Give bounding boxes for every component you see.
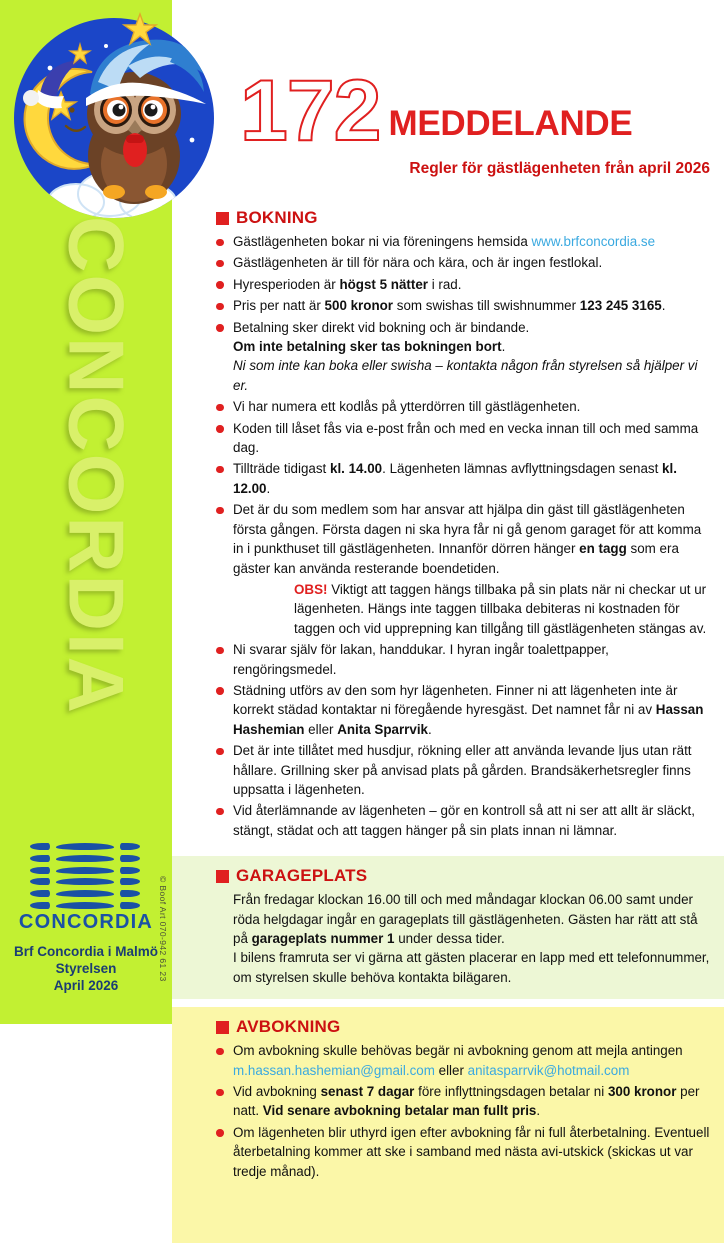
sleeping-owl-illustration (6, 6, 228, 228)
email-link-anita[interactable]: anitasparrvik@hotmail.com (467, 1062, 630, 1078)
bullet-text: Städning utförs av den som hyr lägenheten. Finner ni att lägenheten inte är korrekt städad kontaktar ni föregående hyresgäst. Det namnet får ni av (233, 682, 678, 718)
emphasis-cancel-deadline: senast 7 dagar (320, 1084, 415, 1100)
square-bullet-icon (216, 1021, 229, 1034)
issue-number: 172 (240, 63, 381, 159)
building-logo-icon (30, 843, 142, 909)
emphasis-checkout-time: kl. 12.00 (233, 461, 677, 496)
logo-wordmark: CONCORDIA (18, 911, 154, 933)
italic-note-contact-board: Ni som inte kan boka eller swisha – kontakta någon från styrelsen så hjälper vi er. (233, 358, 698, 393)
page-title: MEDDELANDE (388, 104, 633, 143)
obs-label: OBS! (294, 581, 328, 597)
bokning-list (172, 232, 724, 840)
list-item: Om lägenheten blir uthyrd igen efter avbokning får ni full återbetalning. Eventuell återbetalning kommer att ske i samband med nästa avi-utskick (skickas ut var tredje månad). (216, 1123, 714, 1181)
obs-text: Viktigt att taggen hängs tillbaka på sin plats när ni checkar ut ur lägenheten. Hängs inte taggen tillbaka debiteras ni kostnaden för taggen och vid upprepning kan tillgång till gästlägenheten stängas av. (294, 581, 707, 636)
list-item: Vi har numera ett kodlås på ytterdörren till gästlägenheten. (216, 397, 714, 416)
paragraph-text: Från fredagar klockan 16.00 till och med måndagar klockan 06.00 samt under röda helgdagar ingår en garageplats till gästlägenheten. Gästen har rätt att stå på (233, 892, 698, 946)
list-item: Koden till låset fås via e-post från och med en vecka innan till och med samma dag. (216, 419, 714, 458)
bullet-text-mid: . Lägenheten lämnas avflyttningsdagen senast (382, 461, 663, 477)
bullet-text-end: . (536, 1103, 541, 1119)
paragraph-text-end: under dessa tider. (394, 931, 505, 946)
contact-name-anita: Anita Sparrvik (337, 721, 428, 737)
footer-association: Brf Concordia i Malmö (13, 944, 158, 959)
section-title-avbokning: AVBOKNING (236, 1017, 341, 1037)
bullet-text: Det är du som medlem som har ansvar att hjälpa din gäst till gästlägenheten första gången. Första dagen ni ska hyra får ni gå genom garaget för att komma in i punkthuset till gästlägenheten. Innanför dörren hänger (233, 502, 702, 557)
section-garageplats (172, 856, 724, 999)
concordia-logo-block (0, 843, 172, 994)
list-item (216, 500, 714, 578)
emphasis-garage-number: garageplats nummer 1 (251, 931, 395, 946)
list-item: Vid återlämnande av lägenheten – gör en kontroll så att ni ser att allt är släckt, stängt, städat och att taggen hänger på sin plats innan ni lämnar. (216, 801, 714, 840)
list-item (216, 275, 714, 294)
bullet-text: Om avbokning skulle behövas begär ni avbokning genom att mejla antingen (233, 1043, 683, 1059)
garage-paragraph-2: I bilens framruta ser vi gärna att gästen placerar en lapp med ett telefonnummer, om styrelsen skulle behöva kontakta bilägaren. (233, 950, 710, 985)
list-item (216, 296, 714, 315)
bullet-text: Gästlägenheten bokar ni via föreningens hemsida (233, 234, 532, 249)
bullet-text-mid: före inflyttningsdagen betalar ni (414, 1084, 608, 1100)
bullet-text-end: i rad. (427, 276, 462, 292)
emphasis-swish-number: 123 245 3165 (579, 298, 662, 314)
credit-text (158, 876, 168, 892)
emphasis-checkin-time: kl. 14.00 (330, 461, 383, 477)
list-item: Det är inte tillåtet med husdjur, rökning eller att använda levande ljus utan rätt hållare. Grillning sker på anvisad plats på gården. Brandsäkerhetsregler finns uppsatta i lägenheten. (216, 741, 714, 799)
bullet-text-end: som era gäster kan använda resterande boendetiden. (233, 541, 679, 576)
footer-date: April 2026 (53, 978, 119, 993)
section-header-bokning (216, 208, 724, 228)
section-bokning (172, 200, 724, 850)
bullet-text-mid2: per natt. (233, 1084, 700, 1119)
obs-note (216, 580, 714, 638)
bullet-text-mid: eller (434, 1062, 468, 1078)
section-title-garageplats: GARAGEPLATS (236, 866, 368, 886)
bullet-text: Hyresperioden är (233, 276, 340, 292)
bullet-text-mid: som swishas till swishnummer (393, 298, 580, 314)
list-item (216, 681, 714, 739)
garage-paragraph-1 (172, 890, 724, 948)
website-link[interactable]: www.brfconcordia.se (531, 234, 656, 249)
email-link-hassan[interactable]: m.hassan.hashemian@gmail.com (233, 1062, 435, 1078)
section-avbokning (172, 1007, 724, 1243)
bullet-text: Pris per natt är (233, 298, 325, 314)
contact-name-hassan: Hassan Hashemian (233, 702, 704, 737)
list-item (216, 232, 714, 251)
avbokning-list (172, 1041, 724, 1181)
page-subtitle: Regler för gästlägenheten från april 2026 (409, 160, 710, 177)
square-bullet-icon (216, 870, 229, 883)
bullet-text-end: . (428, 721, 432, 737)
emphasis-payment-warning: Om inte betalning sker tas bokningen bort (233, 339, 502, 355)
emphasis-tag: en tagg (579, 541, 627, 557)
bullet-text: Vid avbokning (233, 1084, 321, 1100)
list-item (216, 459, 714, 498)
emphasis-cancel-fee: 300 kronor (607, 1084, 677, 1100)
emphasis-nights: högst 5 nätter (339, 276, 428, 292)
bullet-text: Betalning sker direkt vid bokning och är bindande. (233, 319, 530, 335)
section-header-garageplats (216, 866, 724, 886)
bullet-text: Tillträde tidigast (233, 461, 330, 477)
poster-header (240, 63, 710, 178)
emphasis-late-cancel: Vid senare avbokning betalar man fullt pris (262, 1103, 537, 1119)
section-header-avbokning (216, 1017, 724, 1037)
section-title-bokning: BOKNING (236, 208, 318, 227)
bullet-text-mid: eller (304, 721, 338, 737)
bullet-text-end: . (266, 480, 271, 496)
bullet-text-end: . (661, 298, 666, 314)
bullet-text-end: . (501, 339, 506, 355)
footer-info (0, 943, 172, 994)
emphasis-price: 500 kronor (324, 298, 394, 314)
footer-board: Styrelsen (55, 961, 117, 976)
list-item: Ni svarar själv för lakan, handdukar. I hyran ingår toalettpapper, rengöringsmedel. (216, 640, 714, 679)
content-area (172, 200, 724, 1243)
list-item (216, 318, 714, 396)
list-item (216, 1082, 714, 1121)
list-item (216, 1041, 714, 1080)
vertical-concordia-wordmark: CONCORDIA (52, 216, 141, 715)
list-item: Gästlägenheten är till för nära och kära, och är ingen festlokal. (216, 253, 714, 272)
